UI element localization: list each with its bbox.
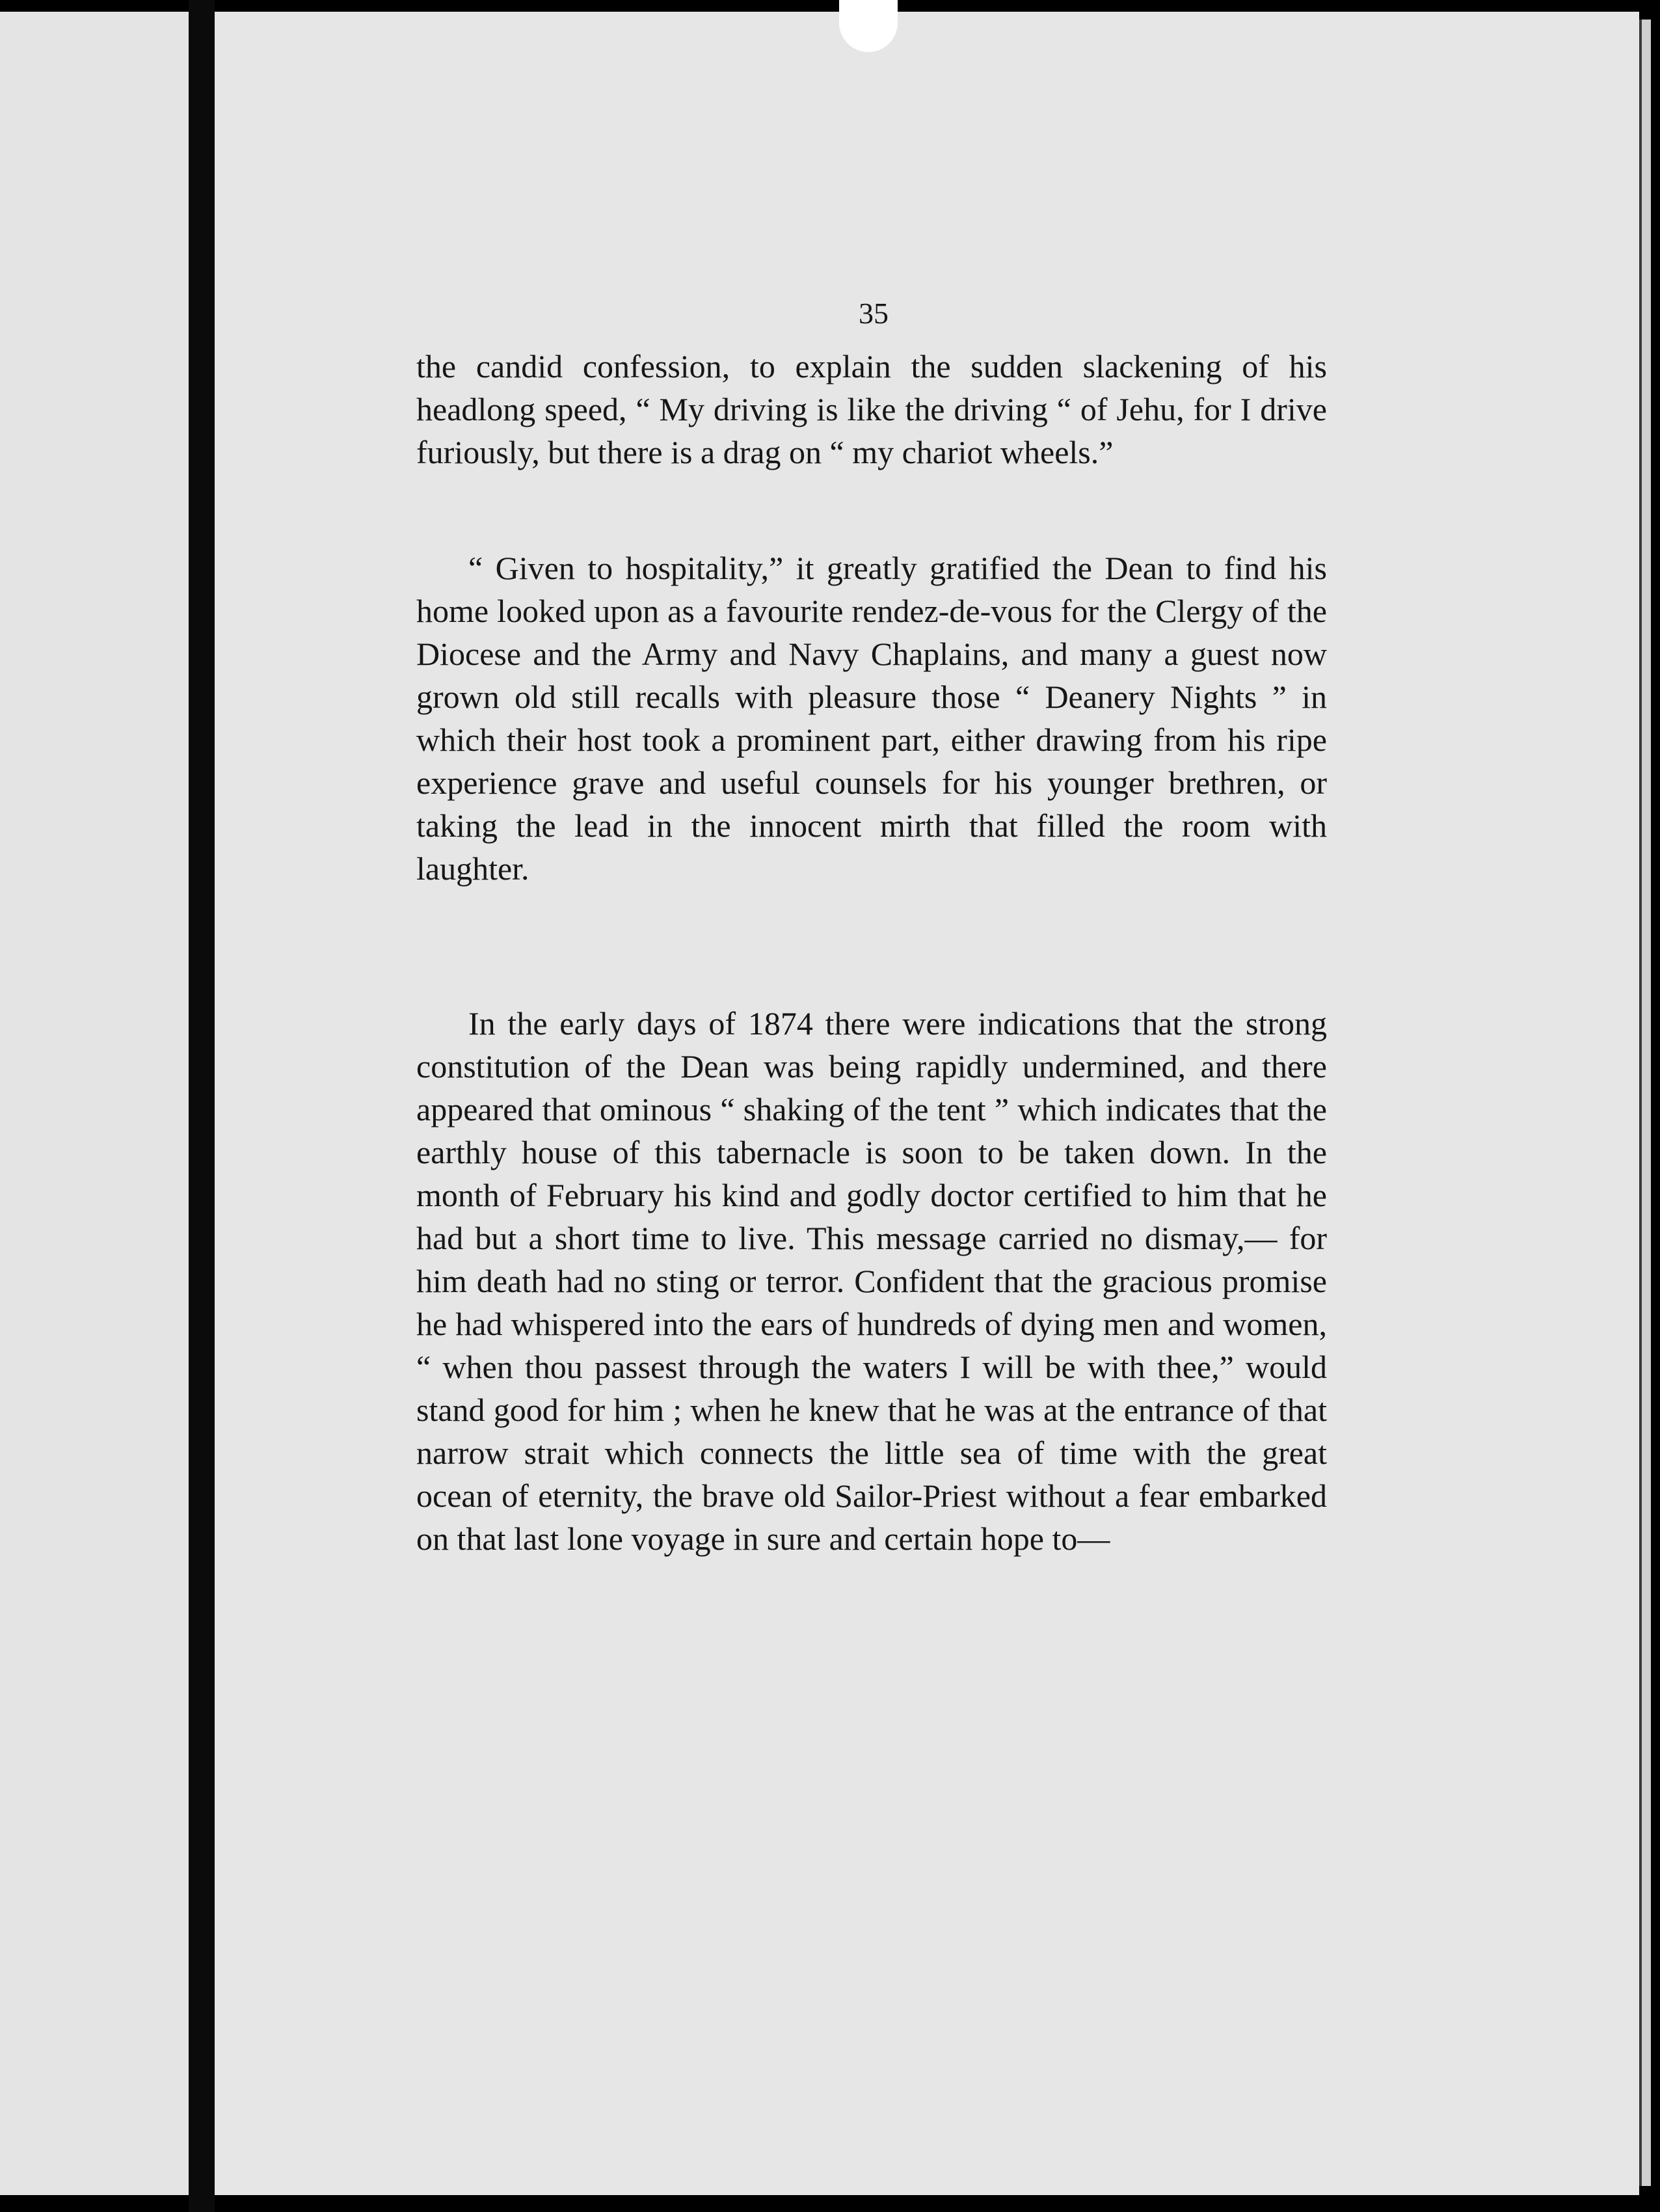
book-binding (189, 0, 215, 2212)
paragraph-1: the candid confession, to explain the sudden slackening of his headlong speed, “ My driving is like the driving “ of Jehu, for I drive furiously, but there is a drag on “ my chariot wheels.” (416, 348, 1327, 470)
page-edge (1639, 20, 1651, 2186)
paragraph-2: “ Given to hospitality,” it greatly gratified the Dean to find his home looked upon as a favourite rendez-de-vous for the Clergy of the Diocese and the Army and Navy Chaplains, and many a guest now grown old still recalls with pleasure those “ Deanery Nights ” in which their host took a prominent part, either drawing from his ripe experience grave and useful counsels for his younger brethren, or taking the lead in the innocent mirth that filled the room with laughter. (416, 550, 1327, 887)
paragraph-3: In the early days of 1874 there were indications that the strong constitution of the Dean was being rapidly undermined, and there appeared that ominous “ shaking of the tent ” which indicates that the earthly house of this tabernacle is soon to be taken down. In the month of February his kind and godly doctor certified to him that he had but a short time to live. This message carried no dismay,— for him death had no sting or terror. Confident that the gracious promise he had whispered into the ears of hundreds of dying men and women, “ when thou passest through the waters I will be with thee,” would stand good for him ; when he knew that he was at the entrance of that narrow strait which connects the little sea of time with the great ocean of eternity, the brave old Sailor-Priest without a fear embarked on that last lone voyage in sure and certain hope to— (416, 1005, 1327, 1557)
page-number: 35 (859, 297, 889, 330)
facing-page (0, 12, 189, 2195)
